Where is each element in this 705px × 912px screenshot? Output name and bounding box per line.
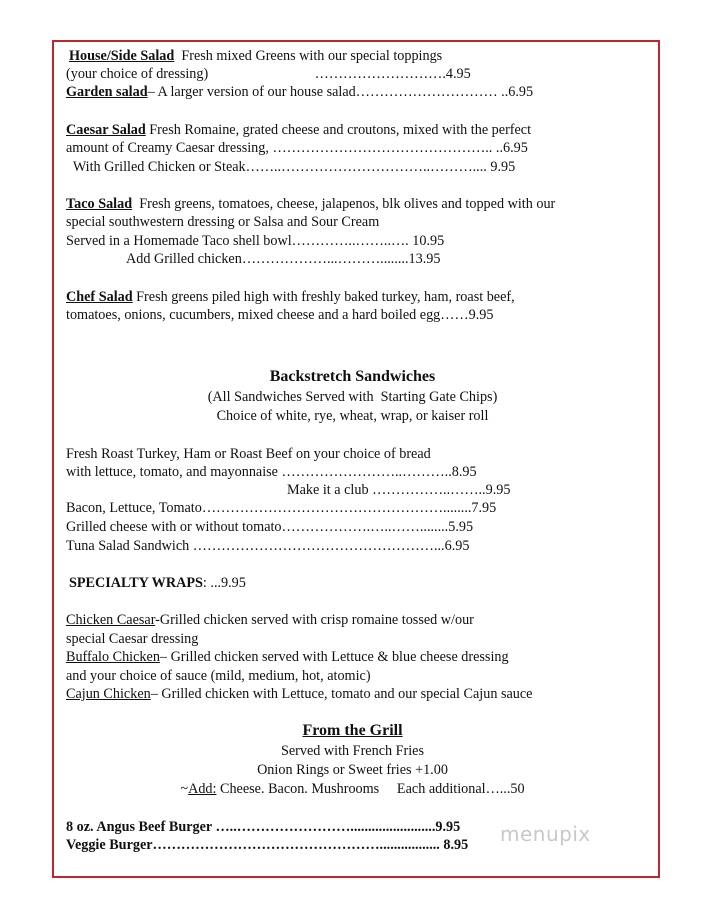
sandwiches-sub1: (All Sandwiches Served with Starting Gate Chips) (207, 389, 498, 405)
sandwiches-title: Backstretch Sandwiches (269, 368, 436, 385)
grill-title: From the Grill (302, 722, 403, 739)
taco-salad-line4: Add Grilled chicken………………...………........13.95 (126, 251, 441, 267)
taco-salad-line1 (66, 195, 555, 213)
taco-salad-line3: Served in a Homemade Taco shell bowl…………..……..…. 10.95 (66, 233, 445, 249)
caesar-salad-line2: amount of Creamy Caesar dressing, ……………………………………….. ..6.95 (66, 140, 528, 156)
chef-salad-line2: tomatoes, onions, cucumbers, mixed cheese and a hard boiled egg……9.95 (66, 307, 494, 323)
house-salad-desc: Fresh mixed Greens with our special toppings (174, 48, 443, 64)
sandwich-item: Bacon, Lettuce, Tomato……………………………………………........7.95 (66, 500, 497, 516)
wrap-chicken-caesar-desc: -Grilled chicken served with crisp romaine tossed w/our (155, 612, 474, 628)
house-salad-name: House/Side Salad (69, 48, 175, 64)
house-salad-line2: (your choice of dressing) ……………………….4.95 (66, 66, 471, 82)
wrap-buffalo-name: Buffalo Chicken (66, 649, 160, 665)
house-salad-line1 (69, 47, 442, 65)
garden-salad-rest: – A larger version of our house salad………………………… ..6.95 (147, 84, 534, 100)
caesar-salad-name: Caesar Salad (66, 122, 146, 138)
watermark: menupix (500, 822, 591, 846)
grill-add-line (0, 780, 705, 798)
grill-add-rest: Cheese. Bacon. Mushrooms Each additional…...50 (216, 781, 525, 797)
wrap-chicken-caesar-name: Chicken Caesar (66, 612, 156, 628)
sandwich-item: with lettuce, tomato, and mayonnaise ……………………..………..8.95 (66, 464, 477, 480)
chef-salad-line1 (66, 288, 515, 306)
garden-salad-name: Garden salad (66, 84, 148, 100)
garden-salad-line (66, 83, 533, 101)
sandwich-item: Tuna Salad Sandwich ……………………………………………...6.95 (66, 538, 470, 554)
sandwich-item: Make it a club ……………..……..9.95 (287, 482, 511, 498)
wraps-title-line (69, 574, 246, 592)
sandwiches-sub2: Choice of white, rye, wheat, wrap, or kaiser roll (216, 408, 489, 424)
wrap-chicken-caesar-line1 (66, 611, 474, 629)
wrap-cajun-desc: – Grilled chicken with Lettuce, tomato and our special Cajun sauce (150, 686, 533, 702)
wrap-cajun-line (66, 685, 532, 703)
chef-salad-name: Chef Salad (66, 289, 133, 305)
grill-add-label: Add: (188, 781, 217, 797)
taco-salad-desc: Fresh greens, tomatoes, cheese, jalapenos, blk olives and topped with our (132, 196, 556, 212)
wraps-price: : ...9.95 (202, 575, 246, 591)
sandwich-item: Fresh Roast Turkey, Ham or Roast Beef on your choice of bread (66, 446, 431, 462)
wrap-chicken-caesar-line2: special Caesar dressing (66, 631, 199, 647)
grill-sub2: Onion Rings or Sweet fries +1.00 (257, 762, 448, 778)
wraps-title: SPECIALTY WRAPS (69, 575, 203, 591)
taco-salad-line2: special southwestern dressing or Salsa and Sour Cream (66, 214, 380, 230)
sandwich-item: Grilled cheese with or without tomato……………….…..……........5.95 (66, 519, 474, 535)
wrap-buffalo-line2: and your choice of sauce (mild, medium, hot, atomic) (66, 668, 371, 684)
grill-sub1: Served with French Fries (280, 743, 425, 759)
grill-add-prefix: ~ (180, 781, 189, 797)
veggie-burger-line: Veggie Burger…………………………………………................. 8.95 (66, 837, 469, 853)
wrap-buffalo-desc: – Grilled chicken served with Lettuce & blue cheese dressing (159, 649, 509, 665)
chef-salad-desc: Fresh greens piled high with freshly baked turkey, ham, roast beef, (132, 289, 515, 305)
wrap-buffalo-line1 (66, 648, 509, 666)
wrap-cajun-name: Cajun Chicken (66, 686, 151, 702)
caesar-salad-line3: With Grilled Chicken or Steak……..…………………………..……….... 9.95 (66, 159, 516, 175)
caesar-salad-line1 (66, 121, 531, 139)
caesar-salad-desc: Fresh Romaine, grated cheese and croutons, mixed with the perfect (145, 122, 532, 138)
burger-line: 8 oz. Angus Beef Burger …..……………………........................9.95 (66, 819, 461, 835)
taco-salad-name: Taco Salad (66, 196, 133, 212)
